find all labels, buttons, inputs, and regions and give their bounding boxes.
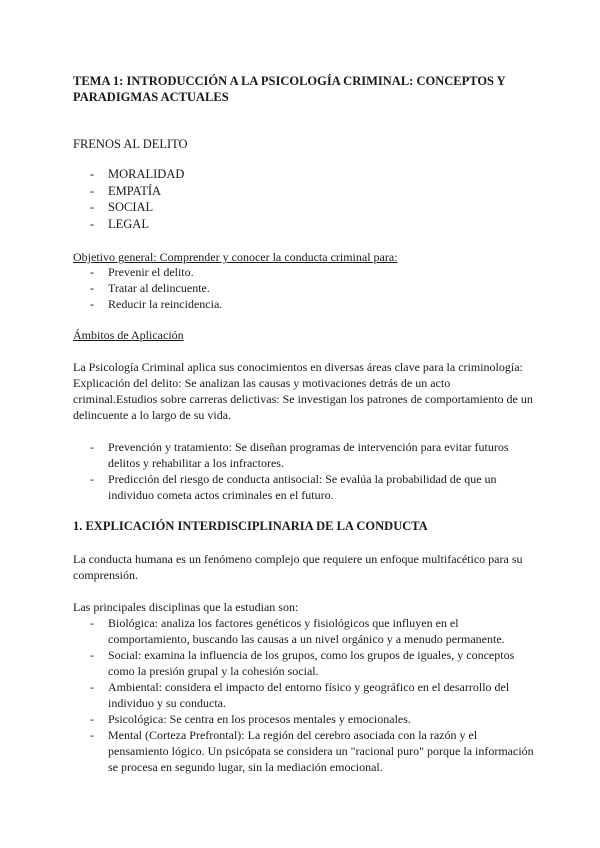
ambitos-heading: Ámbitos de Aplicación (73, 328, 184, 342)
list-item: - Tratar al delincuente. (73, 280, 535, 296)
list-item: - LEGAL (73, 216, 535, 233)
list-item: - MORALIDAD (73, 166, 535, 183)
document-title: TEMA 1: INTRODUCCIÓN A LA PSICOLOGÍA CRIMINAL: CONCEPTOS Y PARADIGMAS ACTUALES (73, 74, 506, 104)
list-item: - EMPATÍA (73, 183, 535, 200)
ambitos-paragraph: La Psicología Criminal aplica sus conocimientos en diversas áreas clave para la criminología: Explicación del delito: Se analizan las causas y motivaciones detrás de un acto criminal.Estudios sobre carreras delictivas: Se investigan los patrones de comportamiento de un delincuente a lo largo de su vida. (73, 360, 533, 422)
frenos-list (73, 166, 535, 232)
section1-intro: Las principales disciplinas que la estudian son: (73, 600, 299, 614)
list-item: - Prevención y tratamiento: Se diseñan programas de intervención para evitar futuros delitos y rehabilitar a los infractores. (73, 439, 535, 471)
list-item: - Mental (Corteza Prefrontal): La región del cerebro asociada con la razón y el pensamiento lógico. Un psicópata se considera un "racional puro" porque la información se procesa en segundo lugar, sin la mediación emocional. (73, 727, 535, 775)
list-item: - Prevenir el delito. (73, 264, 535, 280)
frenos-heading: FRENOS AL DELITO (73, 137, 188, 151)
section1-paragraph: La conducta humana es un fenómeno complejo que requiere un enfoque multifacético para su comprensión. (73, 552, 523, 582)
list-item: - Predicción del riesgo de conducta antisocial: Se evalúa la probabilidad de que un individuo cometa actos criminales en el futuro. (73, 471, 535, 503)
section1-heading: 1. EXPLICACIÓN INTERDISCIPLINARIA DE LA CONDUCTA (73, 519, 428, 533)
disciplinas-list (73, 615, 535, 775)
list-item: - Biológica: analiza los factores genéticos y fisiológicos que influyen en el comportamiento, buscando las causas a un nivel orgánico y a menudo permanente. (73, 615, 535, 647)
objetivo-heading: Objetivo general: Comprender y conocer la conducta criminal para: (73, 250, 398, 264)
list-item: - Social: examina la influencia de los grupos, como los grupos de iguales, y conceptos como la presión grupal y la cohesión social. (73, 647, 535, 679)
ambitos-list (73, 439, 535, 503)
list-item: - SOCIAL (73, 199, 535, 216)
list-item: - Ambiental: considera el impacto del entorno físico y geográfico en el desarrollo del individuo y su conducta. (73, 679, 535, 711)
objetivo-list (73, 264, 535, 312)
list-item: - Reducir la reincidencia. (73, 296, 535, 312)
list-item: - Psicológica: Se centra en los procesos mentales y emocionales. (73, 711, 535, 727)
